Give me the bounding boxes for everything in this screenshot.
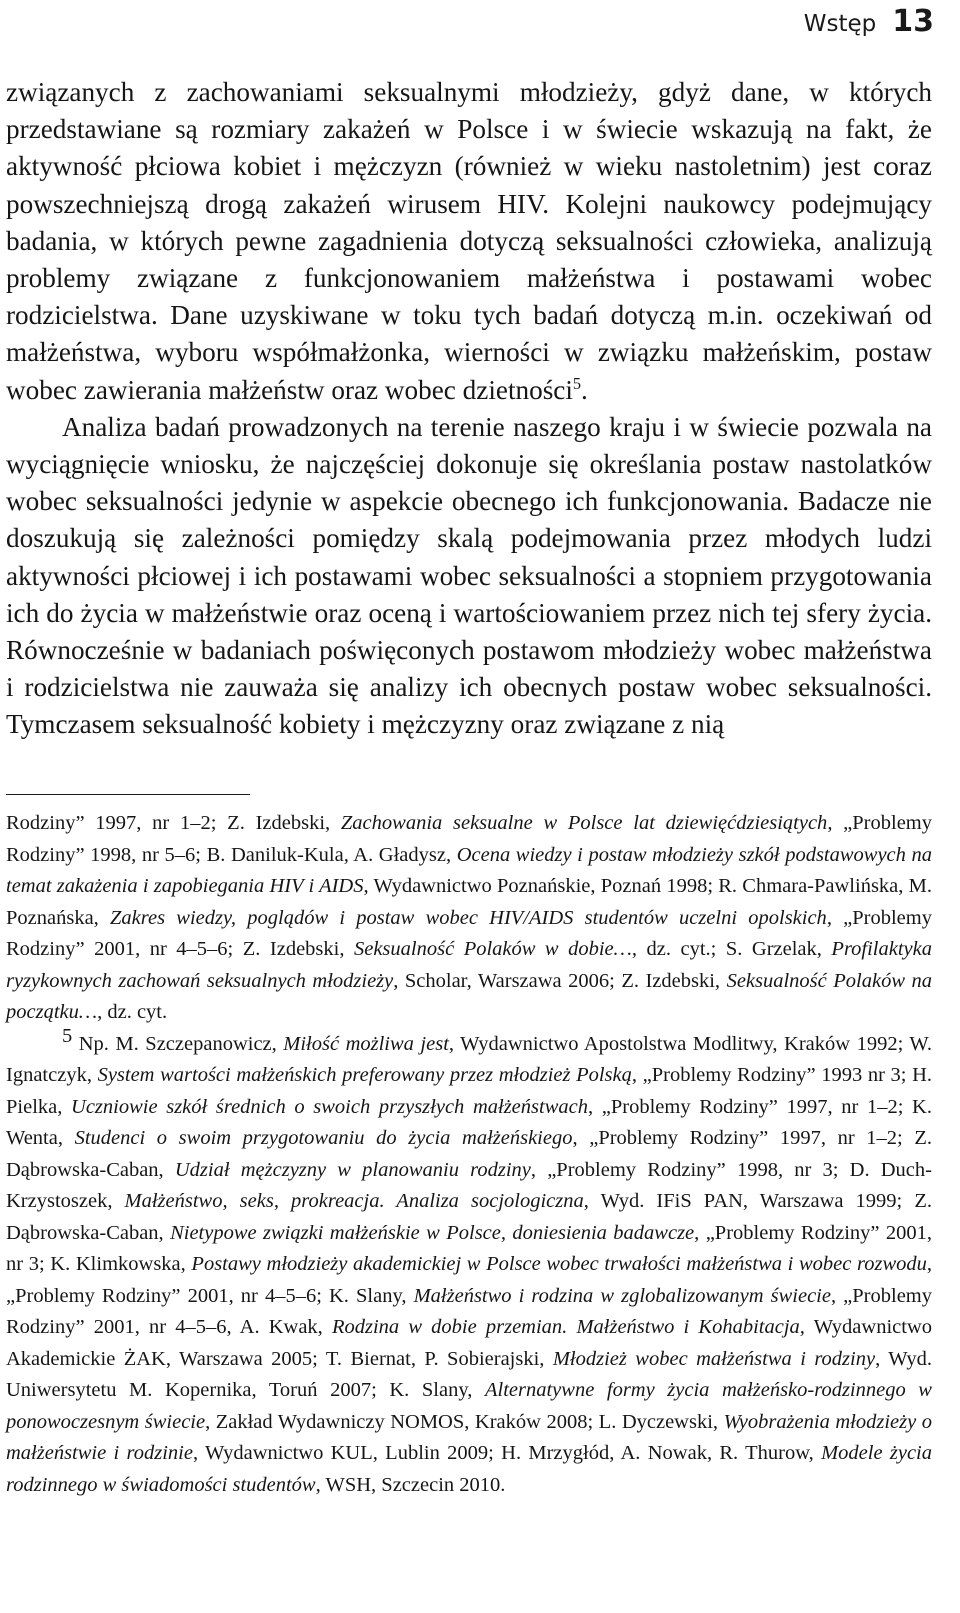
paragraph-text: Analiza badań prowadzonych na terenie naszego kraju i w świecie pozwala na wyciągnięcie wniosku, że najczęściej dokonuje się określania postaw nastolatków wobec seksualności jedynie w aspekcie obecnego ich funkcjonowania. Badacze nie doszukują się zależności pomiędzy skalą podejmowania przez młodych ludzi aktywności płciowej i ich postawami wobec seksualności a stopniem przygotowania ich do życia w małżeństwie oraz oceną i wartościowaniem przez nich tej sfery życia. Równocześnie w badaniach poświęconych postawom młodzieży wobec małżeństwa i rodzicielstwa nie zauważa się analizy ich obecnych postaw wobec seksualności. Tymczasem seksualność kobiety i mężczyzny oraz związane z nią	[6, 411, 932, 740]
citation-text: , „Problemy Rodziny” 2001, nr 4–5–6; K. Slany,	[6, 1253, 933, 1307]
citation-text: , Zakład Wydawniczy NOMOS, Kraków 2008; L. Dyczewski,	[205, 1410, 724, 1433]
paragraph	[6, 74, 932, 409]
citation-text: , „Problemy Rodziny” 1997, nr 1–2; Z. Dąbrowska-Caban,	[6, 1127, 932, 1181]
citation-title: Małżeństwo, seks, prokreacja. Analiza socjologiczna	[124, 1190, 584, 1212]
citation-title: Wyobrażenia młodzieży o małżeństwie i rodzinie	[6, 1410, 932, 1464]
citation-text: , Wyd. Uniwersytetu M. Kopernika, Toruń 2007; K. Slany,	[6, 1347, 932, 1401]
citation-text: , „Problemy Rodziny” 2001, nr 4–5–6; Z. Izdebski,	[6, 906, 932, 960]
paragraph-text: związanych z zachowaniami seksualnymi młodzieży, gdyż dane, w których przedstawiane są rozmiary zakażeń w Polsce i w świecie wskazują na fakt, że aktywność płciowa kobiet i mężczyzn (również w wieku nastoletnim) jest coraz powszechniejszą drogą zakażeń wirusem HIV. Kolejni naukowcy podejmujący badania, w których pewne zagadnienia dotyczą seksualności człowieka, analizują problemy związane z funkcjonowaniem małżeństwa i postawami wobec rodzicielstwa. Dane uzyskiwane w toku tych badań dotyczą m.in. oczekiwań od małżeństwa, wyboru współmałżonka, wierności w związku małżeńskim, postaw wobec zawierania małżeństw oraz wobec dzietności	[6, 77, 932, 405]
citation-title: Rodzina w dobie przemian. Małżeństwo i Kohabitacja	[331, 1316, 800, 1338]
citation-title: Seksualność Polaków na początku…	[6, 969, 932, 1023]
footnotes	[6, 808, 932, 1501]
citation-title: Ocena wiedzy i postaw młodzieży szkół podstawowych na temat zakażenia i zapobiegania HIV i AIDS	[6, 843, 933, 897]
footnote-5	[6, 1024, 933, 1502]
citation-text: , Wyd. IFiS PAN, Warszawa 1999; Z. Dąbrowska-Caban,	[6, 1190, 932, 1244]
citation-text: , dz. cyt.	[97, 1001, 168, 1023]
page-number: 13	[892, 4, 934, 39]
citation-title: Profilaktyka ryzykownych zachowań seksualnych młodzieży	[6, 938, 932, 992]
citation-title: Miłość możliwa jest	[283, 1032, 449, 1055]
citation-title: Postawy młodzieży akademickiej w Polsce wobec trwałości małżeństwa i wobec rozwodu	[191, 1253, 927, 1275]
running-header	[804, 4, 934, 44]
citation-text: Rodziny” 1997, nr 1–2; Z. Izdebski,	[6, 812, 341, 834]
citation-text: , Wydawnictwo Apostolstwa Modlitwy, Kraków 1992; W. Ignatczyk,	[6, 1032, 932, 1086]
citation-text: , Wydawnictwo Akademickie ŻAK, Warszawa 2005; T. Biernat, P. Sobierajski,	[6, 1316, 933, 1370]
citation-title: Uczniowie szkół średnich o swoich przyszłych małżeństwach	[71, 1095, 588, 1118]
citation-text: , „Problemy Rodziny” 2001, nr 4–5–6, A. Kwak,	[6, 1284, 933, 1338]
citation-title: Młodzież wobec małżeństwa i rodziny	[552, 1347, 876, 1370]
citation-text: , Scholar, Warszawa 2006; Z. Izdebski,	[393, 969, 727, 992]
citation-title: System wartości małżeńskich preferowany przez młodzież Polską	[97, 1064, 632, 1086]
citation-text: , „Problemy Rodziny” 1997, nr 1–2; K. Wenta,	[6, 1095, 932, 1149]
citation-text: , „Problemy Rodziny” 1993 nr 3; H. Pielka,	[6, 1064, 932, 1118]
citation-title: Studenci o swoim przygotowaniu do życia małżeńskiego	[74, 1127, 573, 1149]
citation-title: Modele życia rodzinnego w świadomości studentów	[6, 1442, 932, 1496]
footnote-continued	[6, 808, 932, 1029]
running-header-title: Wstęp	[803, 11, 877, 37]
citation-text: , Wydawnictwo KUL, Lublin 2009; H. Mrzygłód, A. Nowak, R. Thurow,	[192, 1442, 822, 1464]
citation-title: Zachowania seksualne w Polsce lat dziewięćdziesiątych	[340, 812, 828, 834]
footnote-number: 5	[62, 1024, 73, 1047]
main-text	[6, 74, 932, 744]
paragraph-end: .	[581, 374, 588, 405]
citation-text: , Wydawnictwo Poznańskie, Poznań 1998; R. Chmara-Pawlińska, M. Poznańska,	[6, 875, 932, 929]
citation-text: Np. M. Szczepanowicz,	[72, 1032, 284, 1055]
footnote-reference: 5	[572, 373, 582, 393]
footnote-separator	[6, 794, 250, 795]
citation-title: Alternatywne formy życia małżeńsko-rodzinnego w ponowoczesnym świecie	[6, 1379, 932, 1433]
citation-text: , „Problemy Rodziny” 1998, nr 3; D. Duch-Krzystoszek,	[6, 1158, 932, 1212]
citation-title: Nietypowe związki małżeńskie w Polsce, doniesienia badawcze	[170, 1221, 695, 1244]
paragraph	[6, 409, 932, 744]
citation-title: Małżeństwo i rodzina w zglobalizowanym świecie	[413, 1284, 831, 1307]
citation-text: , „Problemy Rodziny” 1998, nr 5–6; B. Daniluk-Kula, A. Gładysz,	[6, 812, 932, 866]
citation-text: , „Problemy Rodziny” 2001, nr 3; K. Klimkowska,	[6, 1221, 933, 1275]
citation-title: Udział mężczyzny w planowaniu rodziny	[174, 1158, 531, 1181]
citation-title: Seksualność Polaków w dobie…	[353, 938, 632, 960]
citation-text: , WSH, Szczecin 2010.	[315, 1473, 506, 1496]
citation-title: Zakres wiedzy, poglądów i postaw wobec HIV/AIDS studentów uczelni opolskich	[110, 906, 827, 929]
citation-text: , dz. cyt.; S. Grzelak,	[631, 938, 832, 960]
